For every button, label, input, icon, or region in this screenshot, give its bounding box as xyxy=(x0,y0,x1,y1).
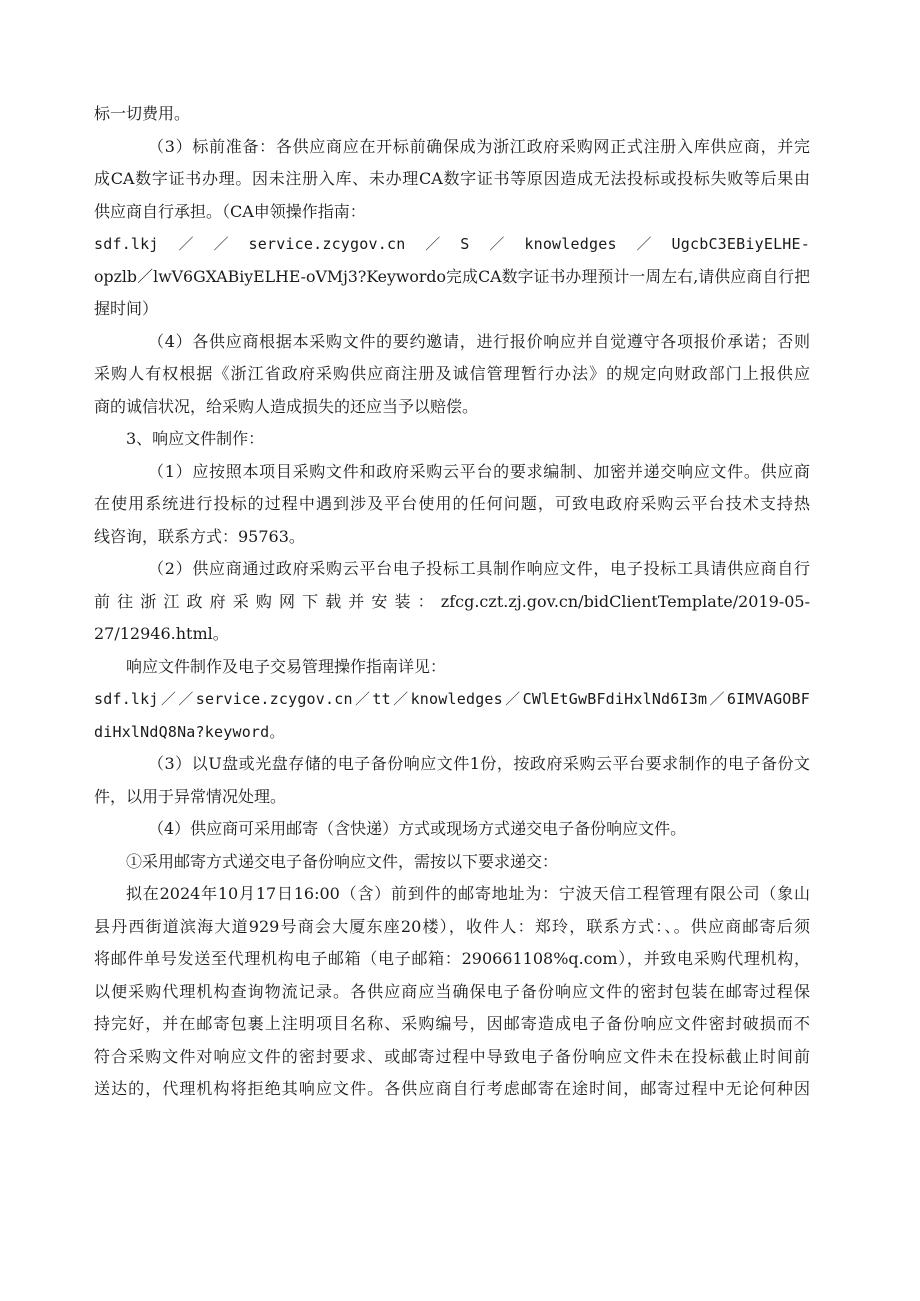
section-heading: 3、响应文件制作： xyxy=(126,429,265,448)
paragraph-line: 响应文件制作及电子交易管理操作指南详见： xyxy=(126,656,447,676)
url-line: diHxlNdQ8Na?keyword。 xyxy=(94,722,285,741)
paragraph-line: 拟在2024年10月17日16:00（含）前到件的邮寄地址为：宁波天信工程管理有限公司（象山 xyxy=(126,884,810,903)
url-line: sdf.lkj／／service.zcygov.cn／tt／knowledges／CWlEtGwBFdiHxlNd6I3m／6IMVAGOBF xyxy=(94,690,810,708)
paragraph-line: 握时间） xyxy=(94,299,159,318)
paragraph-line: 将邮件单号发送至代理机构电子邮箱（电子邮箱：290661108%q.com），并致电采购代理机构， xyxy=(94,949,810,968)
paragraph-line: 符合采购文件对响应文件的密封要求、或邮寄过程中导致电子备份响应文件未在投标截止时间前 xyxy=(94,1046,810,1066)
paragraph-line: 在使用系统进行投标的过程中遇到涉及平台使用的任何问题，可致电政府采购云平台技术支持热 xyxy=(94,494,810,513)
paragraph-line: （3）标前准备：各供应商应在开标前确保成为浙江政府采购网正式注册入库供应商，并完 xyxy=(148,136,810,156)
paragraph-line: （3）以U盘或光盘存储的电子备份响应文件1份，按政府采购云平台要求制作的电子备份文 xyxy=(148,754,810,773)
url-line: opzlb／lwV6GXABiyELHE-oVMj3?Keywordo完成CA数字证书办理预计一周左右,请供应商自行把 xyxy=(94,266,810,286)
paragraph-line: 前往浙江政府采购网下载并安装：zfcg.czt.zj.gov.cn/bidClientTemplate/2019-05- xyxy=(94,591,810,611)
paragraph-line: 成CA数字证书办理。因未注册入库、未办理CA数字证书等原因造成无法投标或投标失败等后果由 xyxy=(94,169,810,188)
url-line: sdf.lkj／／service.zcygov.cn／S／knowledges／UgcbC3EBiyELHE- xyxy=(94,235,810,253)
paragraph-line: （1）应按照本项目采购文件和政府采购云平台的要求编制、加密并递交响应文件。供应商 xyxy=(148,461,810,481)
paragraph-line: （2）供应商通过政府采购云平台电子投标工具制作响应文件，电子投标工具请供应商自行 xyxy=(148,559,810,578)
paragraph-line: （4）各供应商根据本采购文件的要约邀请，进行报价响应并自觉遵守各项报价承诺；否则 xyxy=(148,331,810,351)
paragraph-line: ①采用邮寄方式递交电子备份响应文件，需按以下要求递交： xyxy=(126,851,559,871)
paragraph-line: 件，以用于异常情况处理。 xyxy=(94,786,287,806)
paragraph-line: 以便采购代理机构查询物流记录。各供应商应当确保电子备份响应文件的密封包装在邮寄过程保 xyxy=(94,981,810,1001)
paragraph-line: 标一切费用。 xyxy=(94,104,191,123)
paragraph-line: 采购人有权根据《浙江省政府采购供应商注册及诚信管理暂行办法》的规定向财政部门上报供应 xyxy=(94,364,810,383)
paragraph-line: 供应商自行承担。（CA申领操作指南： xyxy=(94,201,366,221)
paragraph-line: 线咨询，联系方式：95763。 xyxy=(94,526,305,546)
document-page xyxy=(94,98,810,1106)
paragraph-line: 持完好，并在邮寄包裹上注明项目名称、采购编号，因邮寄造成电子备份响应文件密封破损而不 xyxy=(94,1014,810,1033)
paragraph-line: 商的诚信状况，给采购人造成损失的还应当予以赔偿。 xyxy=(94,396,479,416)
paragraph-line: （4）供应商可采用邮寄（含快递）方式或现场方式递交电子备份响应文件。 xyxy=(148,819,687,838)
paragraph-line: 送达的，代理机构将拒绝其响应文件。各供应商自行考虑邮寄在途时间，邮寄过程中无论何种因 xyxy=(94,1079,810,1098)
paragraph-line: 27/12946.html。 xyxy=(94,624,229,643)
paragraph-line: 县丹西街道滨海大道929号商会大厦东座20楼），收件人：郑玲，联系方式：、。供应商邮寄后须 xyxy=(94,916,810,936)
